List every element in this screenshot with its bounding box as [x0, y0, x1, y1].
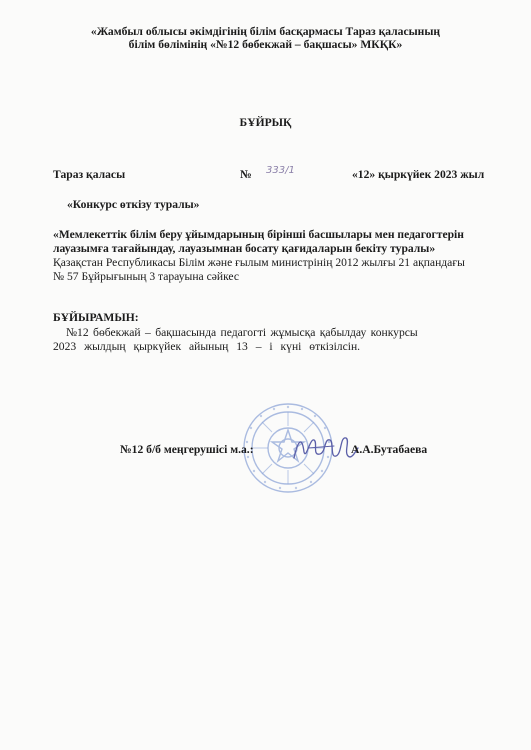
legal-basis-line-3: Қазақстан Республикасы Білім және ғылым министрінің 2012 жылғы 21 ақпандағы [53, 256, 465, 269]
signatory-title: №12 б/б меңгерушісі м.а.: [120, 443, 254, 456]
order-number-handwritten: 333/1 [266, 165, 295, 176]
legal-basis-line-1: «Мемлекеттік білім беру ұйымдарының бірінші басшылары мен педагогтерін [53, 228, 464, 241]
order-text-paragraph [53, 326, 483, 354]
order-text-line-2: 2023 жылдың қыркүйек айының 13 – і күні өткізілсін. [53, 340, 361, 353]
legal-basis-line-2: лауазымға тағайындау, лауазымнан босату қағидаларын бекіту туралы» [53, 242, 436, 255]
legal-basis-paragraph [53, 228, 513, 284]
order-date: «12» қыркүйек 2023 жыл [352, 168, 485, 181]
order-heading: БҰЙЫРАМЫН: [53, 311, 139, 324]
organization-header [0, 25, 531, 51]
order-subject: «Конкурс өткізу туралы» [67, 198, 200, 211]
order-text-line-1: №12 бөбекжай – бақшасында педагогті жұмысқа қабылдау конкурсы [66, 326, 418, 339]
city: Тараз қаласы [53, 168, 126, 181]
legal-basis-line-4: № 57 Бұйрығының 3 тарауына сәйкес [53, 270, 239, 283]
signatory-name: А.А.Бутабаева [351, 443, 428, 456]
handwritten-signature [290, 430, 360, 466]
order-number-label: № [240, 168, 252, 181]
document-title: БҰЙРЫҚ [239, 116, 292, 129]
header-line-2: білім бөлімінің «№12 бөбекжай – бақшасы» МКҚК» [128, 38, 403, 51]
header-line-1: «Жамбыл облысы әкімдігінің білім басқармасы Тараз қаласының [90, 25, 441, 38]
